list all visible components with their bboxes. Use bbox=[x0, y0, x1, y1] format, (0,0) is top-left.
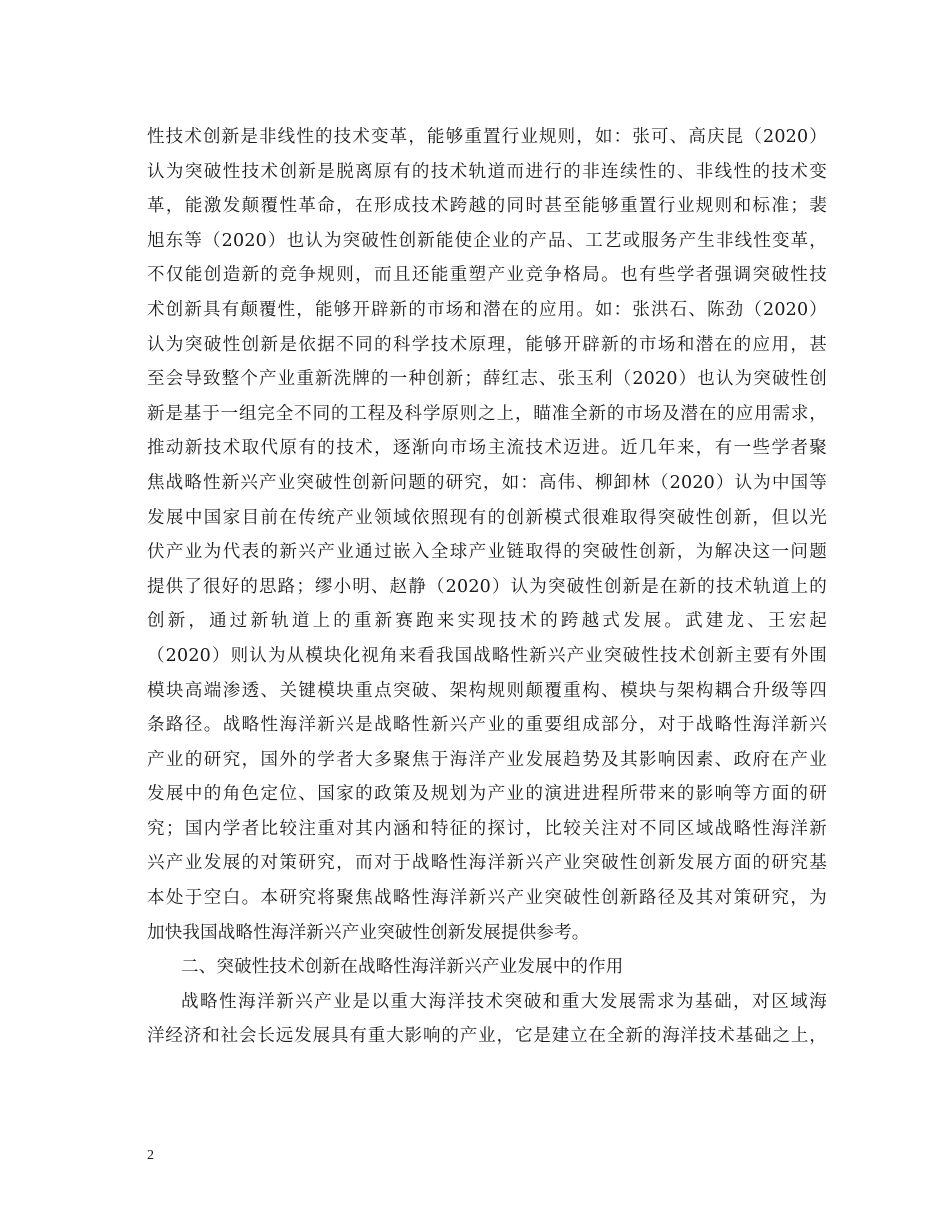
paragraph-line: 革，能激发颠覆性革命，在形成技术跨越的同时甚至能够重置行业规则和标准；裴 bbox=[147, 196, 827, 217]
body-text bbox=[147, 120, 827, 1054]
paragraph-line: 认为突破性创新是依据不同的科学技术原理，能够开辟新的市场和潜在的应用，甚 bbox=[147, 334, 827, 355]
paragraph-strategic-marine-industry bbox=[147, 985, 827, 1054]
paragraph-line: 模块高端渗透、关键模块重点突破、架构规则颠覆重构、模块与架构耦合升级等四 bbox=[147, 680, 827, 701]
paragraph-line: 创新，通过新轨道上的重新赛跑来实现技术的跨越式发展。武建龙、王宏起 bbox=[147, 611, 827, 632]
paragraph-line: 认为突破性技术创新是脱离原有的技术轨道而进行的非连续性的、非线性的技术变 bbox=[147, 161, 827, 182]
paragraph-line: 焦战略性新兴产业突破性创新问题的研究，如：高伟、柳卸林（2020）认为中国等 bbox=[147, 472, 827, 493]
paragraph-line: （2020）则认为从模块化视角来看我国战略性新兴产业突破性技术创新主要有外围 bbox=[147, 645, 827, 666]
paragraph-line: 提供了很好的思路；缪小明、赵静（2020）认为突破性创新是在新的技术轨道上的 bbox=[147, 576, 827, 597]
paragraph-line: 至会导致整个产业重新洗牌的一种创新；薛红志、张玉利（2020）也认为突破性创 bbox=[147, 369, 827, 390]
paragraph-line: 战略性海洋新兴产业是以重大海洋技术突破和重大发展需求为基础，对区域海 bbox=[181, 991, 827, 1012]
paragraph-line: 本处于空白。本研究将聚焦战略性海洋新兴产业突破性创新路径及其对策研究，为 bbox=[147, 888, 827, 909]
section-heading: 二、突破性技术创新在战略性海洋新兴产业发展中的作用 bbox=[181, 957, 624, 978]
paragraph-line: 伏产业为代表的新兴产业通过嵌入全球产业链取得的突破性创新，为解决这一问题 bbox=[147, 542, 827, 563]
paragraph-line: 加快我国战略性海洋新兴产业突破性创新发展提供参考。 bbox=[147, 922, 590, 943]
paragraph-line: 术创新具有颠覆性，能够开辟新的市场和潜在的应用。如：张洪石、陈劲（2020） bbox=[147, 299, 827, 320]
paragraph-line: 洋经济和社会长远发展具有重大影响的产业，它是建立在全新的海洋技术基础之上， bbox=[147, 1026, 827, 1047]
paragraph-line: 兴产业发展的对策研究，而对于战略性海洋新兴产业突破性创新发展方面的研究基 bbox=[147, 853, 827, 874]
paragraph-line: 产业的研究，国外的学者大多聚焦于海洋产业发展趋势及其影响因素、政府在产业 bbox=[147, 749, 827, 770]
paragraph-line: 发展中的角色定位、国家的政策及规划为产业的演进进程所带来的影响等方面的研 bbox=[147, 784, 827, 805]
paragraph-line: 究；国内学者比较注重对其内涵和特征的探讨，比较关注对不同区域战略性海洋新 bbox=[147, 818, 827, 839]
paragraph-line: 发展中国家目前在传统产业领域依照现有的创新模式很难取得突破性创新，但以光 bbox=[147, 507, 827, 528]
page-number: 2 bbox=[147, 1148, 154, 1163]
paragraph-literature-review bbox=[147, 120, 827, 950]
paragraph-line: 性技术创新是非线性的技术变革，能够重置行业规则，如：张可、高庆昆（2020） bbox=[147, 127, 827, 147]
paragraph-line: 旭东等（2020）也认为突破性创新能使企业的产品、工艺或服务产生非线性变革， bbox=[147, 230, 827, 251]
paragraph-line: 条路径。战略性海洋新兴是战略性新兴产业的重要组成部分，对于战略性海洋新兴 bbox=[147, 715, 827, 736]
paragraph-line: 推动新技术取代原有的技术，逐渐向市场主流技术迈进。近几年来，有一些学者聚 bbox=[147, 438, 827, 459]
paragraph-line: 不仅能创造新的竞争规则，而且还能重塑产业竞争格局。也有些学者强调突破性技 bbox=[147, 265, 827, 286]
paragraph-line: 新是基于一组完全不同的工程及科学原则之上，瞄准全新的市场及潜在的应用需求， bbox=[147, 403, 827, 424]
